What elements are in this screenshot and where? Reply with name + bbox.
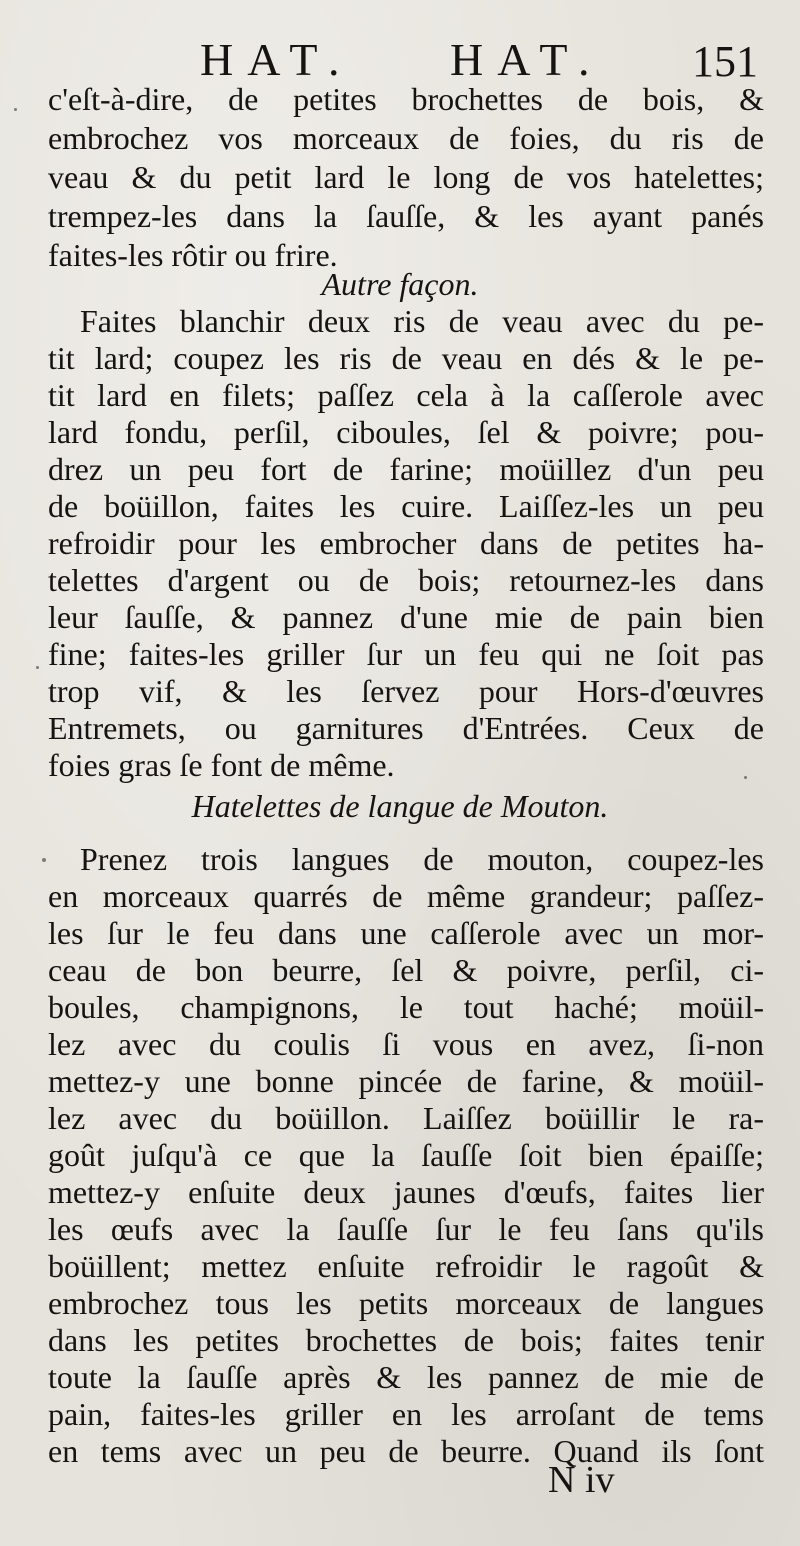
section-heading-autre-facon: Autre façon. bbox=[321, 266, 479, 302]
text-line: c'eſt-à-dire, de petites brochettes de bois, & bbox=[48, 81, 764, 117]
text-line: mettez-y une bonne pincée de farine, & moüil- bbox=[48, 1063, 764, 1099]
text-line: embrochez vos morceaux de foies, du ris de bbox=[48, 120, 764, 156]
text-line: drez un peu fort de farine; moüillez d'un peu bbox=[48, 451, 764, 487]
text-line: embrochez tous les petits morceaux de langues bbox=[48, 1285, 764, 1321]
paper-speck bbox=[36, 666, 39, 669]
running-head-left: HAT. bbox=[200, 34, 354, 85]
text-line: mettez-y enſuite deux jaunes d'œufs, faites lier bbox=[48, 1174, 764, 1210]
text-line: boules, champignons, le tout haché; moüil- bbox=[48, 989, 764, 1025]
text-line: ceau de bon beurre, ſel & poivre, perſil, ci- bbox=[48, 952, 764, 988]
text-line: lez avec du coulis ſi vous en avez, ſi-non bbox=[48, 1026, 764, 1062]
signature-mark: N iv bbox=[548, 1459, 615, 1501]
text-line: pain, faites-les griller en les arroſant de tems bbox=[48, 1396, 764, 1432]
text-line: lez avec du boüillon. Laiſſez boüillir le ra- bbox=[48, 1100, 764, 1136]
text-line: en tems avec un peu de beurre. Quand ils ſont bbox=[48, 1433, 764, 1469]
text-line: telettes d'argent ou de bois; retournez-les dans bbox=[48, 562, 764, 598]
text-line: refroidir pour les embrocher dans de petites ha- bbox=[48, 525, 764, 561]
text-line: les ſur le feu dans une caſſerole avec un mor- bbox=[48, 915, 764, 951]
text-line: fine; faites-les griller ſur un feu qui ne ſoit pas bbox=[48, 636, 764, 672]
text-line: tit lard; coupez les ris de veau en dés & le pe- bbox=[48, 340, 764, 376]
text-line: lard fondu, perſil, ciboules, ſel & poivre; pou- bbox=[48, 414, 764, 450]
paper-speck bbox=[42, 858, 46, 862]
text-line: Entremets, ou garnitures d'Entrées. Ceux de bbox=[48, 710, 764, 746]
text-line: faites-les rôtir ou frire. bbox=[48, 237, 338, 273]
section-heading-hatelettes-langue-mouton: Hatelettes de langue de Mouton. bbox=[191, 788, 609, 824]
paper-speck bbox=[744, 776, 747, 779]
text-line: en morceaux quarrés de même grandeur; paſſez- bbox=[48, 878, 764, 914]
text-line: foies gras ſe font de même. bbox=[48, 747, 395, 783]
text-line: leur ſauſſe, & pannez d'une mie de pain bien bbox=[48, 599, 764, 635]
text-line: toute la ſauſſe après & les pannez de mie de bbox=[48, 1359, 764, 1395]
running-head-right: HAT. bbox=[450, 34, 604, 85]
text-line: veau & du petit lard le long de vos hatelettes; bbox=[48, 159, 764, 195]
text-line: dans les petites brochettes de bois; faites tenir bbox=[48, 1322, 764, 1358]
page-number: 151 bbox=[692, 37, 758, 86]
text-line: de boüillon, faites les cuire. Laiſſez-les un peu bbox=[48, 488, 764, 524]
text-line: trempez-les dans la ſauſſe, & les ayant panés bbox=[48, 198, 764, 234]
text-line: trop vif, & les ſervez pour Hors-d'œuvres bbox=[48, 673, 764, 709]
text-line: Prenez trois langues de mouton, coupez-les bbox=[80, 841, 764, 877]
paper-speck bbox=[14, 108, 17, 111]
text-line: goût juſqu'à ce que la ſauſſe ſoit bien épaiſſe; bbox=[48, 1137, 764, 1173]
text-line: boüillent; mettez enſuite refroidir le ragoût & bbox=[48, 1248, 764, 1284]
text-line: les œufs avec la ſauſſe ſur le feu ſans qu'ils bbox=[48, 1211, 764, 1247]
text-line: tit lard en filets; paſſez cela à la caſſerole avec bbox=[48, 377, 764, 413]
text-line: Faites blanchir deux ris de veau avec du pe- bbox=[80, 303, 764, 339]
